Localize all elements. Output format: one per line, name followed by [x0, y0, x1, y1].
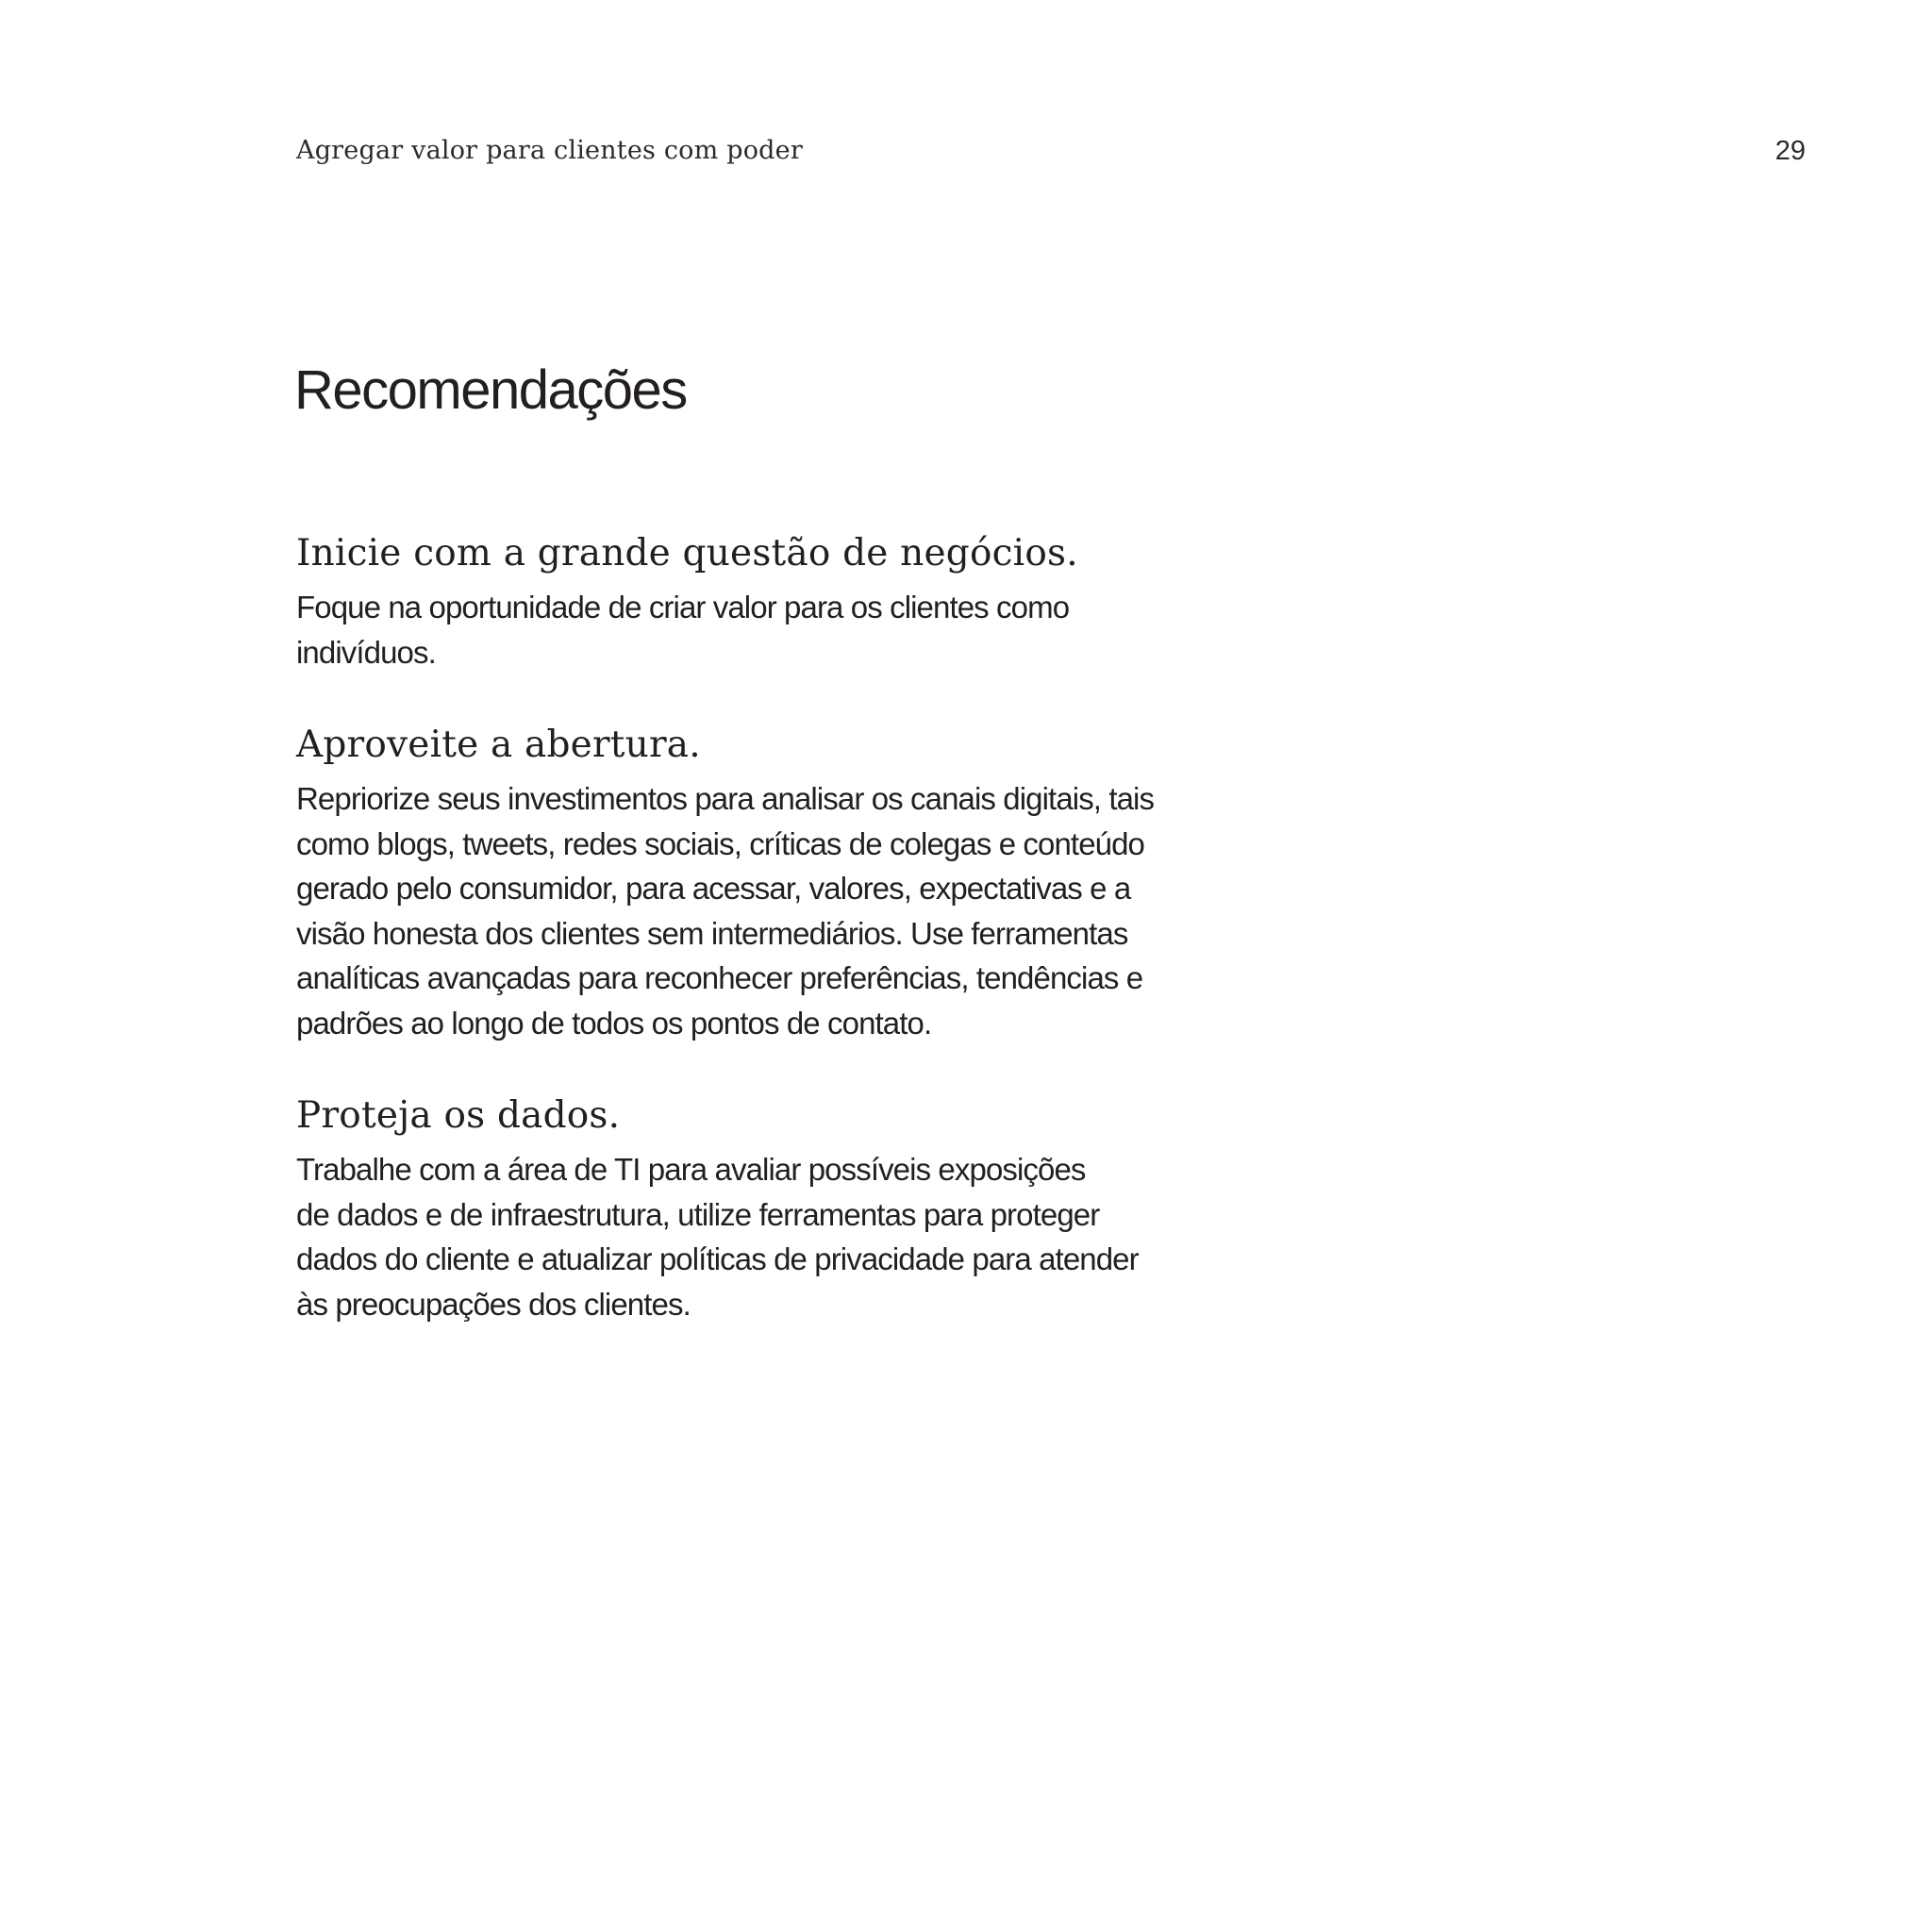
running-header: Agregar valor para clientes com poder: [296, 136, 803, 165]
recommendation-item: [296, 1091, 1240, 1326]
page-title: Recomendações: [294, 359, 687, 421]
recommendation-heading: Inicie com a grande questão de negócios.: [296, 532, 1078, 575]
body-line: dados do cliente e atualizar políticas de privacidade para atender: [296, 1241, 1139, 1276]
recommendation-heading: Proteja os dados.: [296, 1094, 621, 1137]
page-number: 29: [1774, 136, 1806, 166]
body-line: Trabalhe com a área de TI para avaliar possíveis exposições: [296, 1152, 1086, 1187]
recommendation-heading: Aproveite a abertura.: [296, 724, 701, 766]
body-line: indivíduos.: [296, 634, 436, 670]
body-line: Repriorize seus investimentos para analisar os canais digitais, tais: [296, 781, 1155, 816]
body-line: às preocupações dos clientes.: [296, 1286, 691, 1322]
body-line: de dados e de infraestrutura, utilize ferramentas para proteger: [296, 1196, 1100, 1232]
recommendation-item: [296, 528, 1240, 675]
body-line: visão honesta dos clientes sem intermediários. Use ferramentas: [296, 915, 1128, 951]
body-line: padrões ao longo de todos os pontos de contato.: [296, 1005, 932, 1041]
recommendation-body: [296, 585, 1240, 675]
recommendation-body: [296, 1147, 1240, 1326]
body-line: gerado pelo consumidor, para acessar, valores, expectativas e a: [296, 871, 1131, 906]
body-line: como blogs, tweets, redes sociais, críticas de colegas e conteúdo: [296, 825, 1144, 861]
body-line: analíticas avançadas para reconhecer preferências, tendências e: [296, 960, 1143, 995]
recommendation-item: [296, 720, 1240, 1045]
body-line: Foque na oportunidade de criar valor para os clientes como: [296, 590, 1070, 625]
recommendations-list: [296, 528, 1240, 1326]
recommendation-body: [296, 776, 1240, 1045]
